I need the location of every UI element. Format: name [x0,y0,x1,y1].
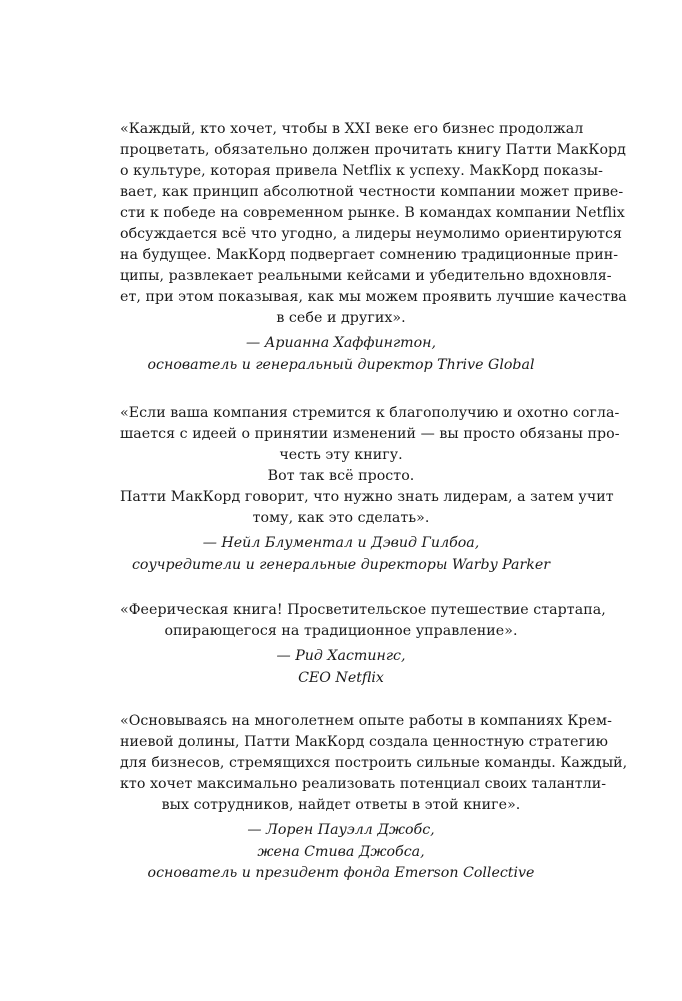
quote-block-2 [120,403,620,576]
quote-line: в себе и других». [276,310,406,326]
quote-attribution: — Арианна Хаффингтон, [245,335,437,351]
quote-attribution: основатель и президент фонда Emerson Collective [147,865,535,881]
quote-line: «Если ваша компания стремится к благополучию и охотно согла- [120,405,620,421]
quote-line: опирающегося на традиционное управление». [164,623,518,639]
quote-line: сти к победе на современном рынке. В командах компании Netflix [120,205,625,221]
quote-attribution: — Лорен Пауэлл Джобс, [247,822,435,838]
quote-line: тому, как это сделать». [252,510,430,526]
quote-line: Патти МакКорд говорит, что нужно знать лидерам, а затем учит [120,489,614,505]
quote-line: вает, как принцип абсолютной честности компании может приве- [120,184,624,200]
quote-line: ципы, развлекает реальными кейсами и убедительно вдохновля- [120,268,612,284]
quote-line: обсуждается всё что угодно, а лидеры неумолимо ориентируются [120,226,623,242]
quote-block-1 [120,119,627,376]
quote-line: Вот так всё просто. [267,468,415,484]
quote-attribution: соучредители и генеральные директоры Warby Parker [131,556,551,573]
quote-line: «Основываясь на многолетнем опыте работы в компаниях Крем- [120,713,612,729]
quote-attribution: жена Стива Джобса, [257,843,425,860]
quote-line: «Феерическая книга! Просветительское путешествие стартапа, [120,602,606,618]
quote-attribution: — Нейл Блументал и Дэвид Гилбоа, [202,535,480,551]
quote-block-3 [120,600,606,689]
quote-line: «Каждый, кто хочет, чтобы в XXI веке его бизнес продолжал [120,121,584,137]
quote-line: вых сотрудников, найдет ответы в этой книге». [161,797,521,813]
quote-line: для бизнесов, стремящихся построить сильные команды. Каждый, [120,755,628,771]
quote-line: на будущее. МакКорд подвергает сомнению традиционные прин- [120,247,619,263]
quote-attribution: основатель и генеральный директор Thrive Global [147,356,535,373]
quote-line: ниевой долины, Патти МакКорд создала ценностную стратегию [120,734,609,750]
quote-line: о культуре, которая привела Netflix к успеху. МакКорд показы- [120,163,603,179]
quote-block-4 [120,711,628,885]
quote-line: шается с идеей о принятии изменений — вы просто обязаны про- [120,426,620,442]
quote-line: процветать, обязательно должен прочитать книгу Патти МакКорд [120,142,626,158]
quote-line: честь эту книгу. [279,447,403,463]
quote-attribution: — Рид Хастингс, [276,648,406,664]
quote-line: ет, при этом показывая, как мы можем проявить лучшие качества [120,289,627,305]
quote-attribution: CEO Netflix [298,669,384,686]
quote-line: кто хочет максимально реализовать потенциал своих талантли- [120,776,607,792]
